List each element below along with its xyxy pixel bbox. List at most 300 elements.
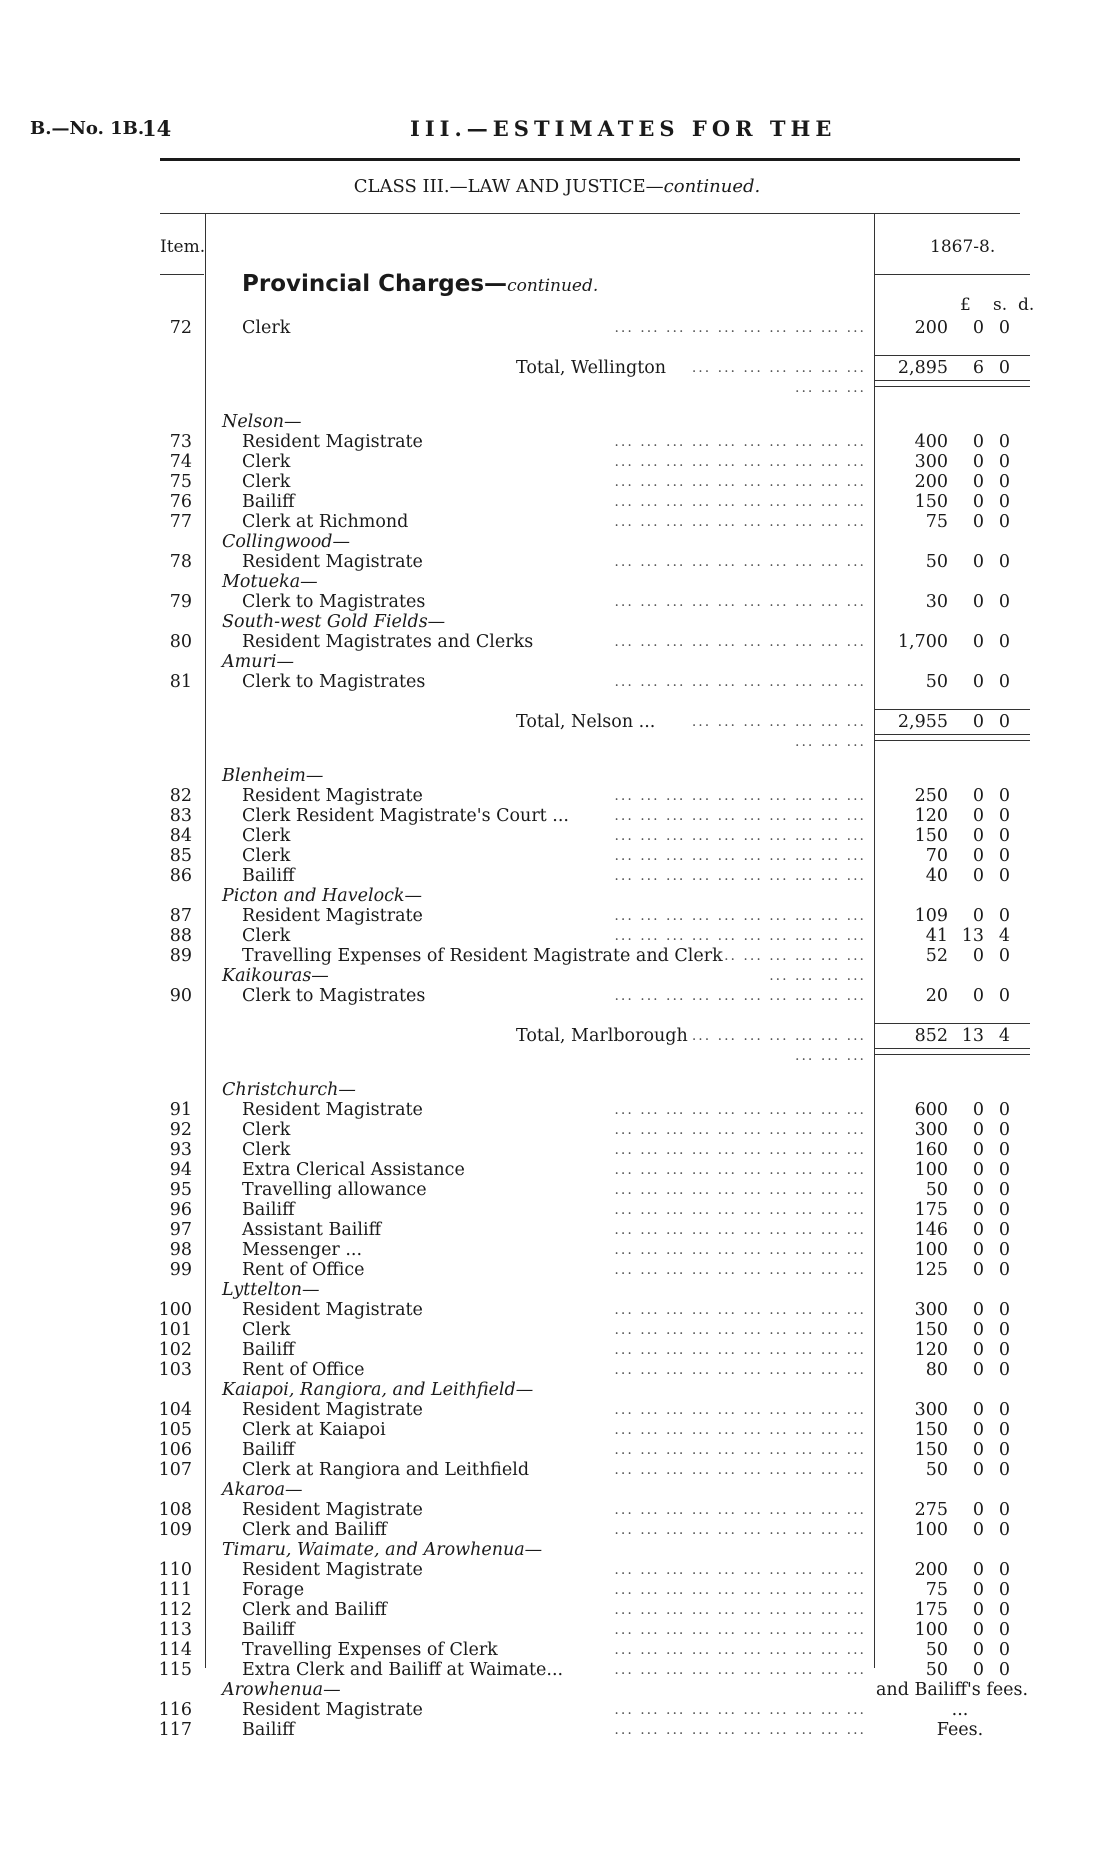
item-description: Clerk <box>242 826 291 846</box>
amount-pence: 4 <box>998 926 1010 946</box>
district-heading: Lyttelton— <box>222 1280 320 1300</box>
amount-pounds: 120 <box>914 1340 948 1360</box>
table-row <box>0 1320 1114 1340</box>
amount-pounds: 150 <box>914 1420 948 1440</box>
subheading-row <box>0 766 1114 786</box>
amount-shillings: 0 <box>972 1320 984 1340</box>
table-row <box>0 1720 1114 1740</box>
item-number: 99 <box>169 1260 192 1280</box>
item-description: Travelling Expenses of Resident Magistrate and Clerk <box>242 946 723 966</box>
amount-pounds: 250 <box>914 786 948 806</box>
amount-pence: 0 <box>998 1440 1010 1460</box>
total-double-rule <box>874 734 1030 741</box>
amount-pence: 0 <box>998 672 1010 692</box>
district-heading: Collingwood— <box>222 532 350 552</box>
item-description: Clerk and Bailiff <box>242 1600 387 1620</box>
item-description: Bailiff <box>242 1340 295 1360</box>
amount-pounds: 300 <box>914 1400 948 1420</box>
item-number: 114 <box>158 1640 192 1660</box>
amount-pounds: 150 <box>914 1440 948 1460</box>
item-description: Resident Magistrate <box>242 432 423 452</box>
table-row <box>0 1220 1114 1240</box>
subheading-row <box>0 1680 1114 1700</box>
leader-dots: ... ... ... ... ... ... ... ... ... ... <box>614 1442 866 1458</box>
amount-shillings: 0 <box>972 866 984 886</box>
amount-pence: 0 <box>998 1240 1010 1260</box>
amount-shillings: 0 <box>972 512 984 532</box>
leader-dots: ... ... ... ... ... ... ... ... ... ... <box>691 1028 866 1064</box>
item-number: 107 <box>158 1460 192 1480</box>
subheading-row <box>0 1280 1114 1300</box>
amount-pence: 0 <box>998 432 1010 452</box>
item-number: 85 <box>169 846 192 866</box>
leader-dots: ... ... ... ... ... ... ... ... ... ... <box>614 1602 866 1618</box>
table-row <box>0 1640 1114 1660</box>
table-row <box>0 1560 1114 1580</box>
amount-pence: 0 <box>998 1180 1010 1200</box>
leader-dots: ... ... ... ... ... ... ... ... ... ... <box>614 634 866 650</box>
amount-shillings: 0 <box>972 1220 984 1240</box>
amount-pounds: 300 <box>914 1120 948 1140</box>
amount-shillings: 0 <box>972 1180 984 1200</box>
amount-pence: 0 <box>998 1160 1010 1180</box>
leader-dots: ... ... ... ... ... ... ... ... ... ... <box>614 1242 866 1258</box>
amount-pence: 0 <box>998 1100 1010 1120</box>
district-heading: Picton and Havelock— <box>222 886 423 906</box>
amount-shillings: 0 <box>972 826 984 846</box>
table-row <box>0 786 1114 806</box>
leader-dots: ... ... ... ... ... ... ... ... ... ... <box>614 828 866 844</box>
amount-pounds: 50 <box>925 552 948 572</box>
amount-text: Fees. <box>936 1720 984 1740</box>
shilling-header: s. <box>993 295 1008 315</box>
subheading-row <box>0 1080 1114 1100</box>
item-description: Resident Magistrate <box>242 906 423 926</box>
item-number: 72 <box>169 318 192 338</box>
amount-shillings: 0 <box>972 1400 984 1420</box>
header-rule <box>160 158 1020 161</box>
item-number: 110 <box>158 1560 192 1580</box>
table-row <box>0 672 1114 692</box>
leader-dots: ... ... ... ... ... ... ... ... ... ... <box>614 454 866 470</box>
year-header-rule <box>874 274 1030 275</box>
item-description: Clerk to Magistrates <box>242 986 426 1006</box>
amount-pence: 0 <box>998 1460 1010 1480</box>
item-description: Resident Magistrate <box>242 1560 423 1580</box>
amount-pence: 0 <box>998 552 1010 572</box>
item-number: 117 <box>158 1720 192 1740</box>
table-row <box>0 1700 1114 1720</box>
leader-dots: ... ... ... ... ... ... ... ... ... ... <box>614 1302 866 1318</box>
table-row <box>0 986 1114 1006</box>
total-row <box>0 358 1114 396</box>
amount-pounds: 80 <box>925 1360 948 1380</box>
amount-pounds: 52 <box>925 946 948 966</box>
table-row <box>0 432 1114 452</box>
item-description: Resident Magistrate <box>242 1500 423 1520</box>
leader-dots: ... ... ... ... ... ... ... ... ... ... <box>614 1402 866 1418</box>
leader-dots: ... ... ... ... ... ... ... ... ... ... <box>614 1122 866 1138</box>
amount-shillings: 6 <box>972 358 984 378</box>
table-row <box>0 1500 1114 1520</box>
table-top-rule <box>160 213 1020 214</box>
amount-shillings: 0 <box>972 432 984 452</box>
page-title: III.—ESTIMATES FOR THE <box>410 116 837 141</box>
item-number: 109 <box>158 1520 192 1540</box>
table-row <box>0 1520 1114 1540</box>
item-number: 112 <box>158 1600 192 1620</box>
amount-shillings: 0 <box>972 452 984 472</box>
amount-shillings: 0 <box>972 552 984 572</box>
amount-shillings: 0 <box>972 1200 984 1220</box>
item-description: Resident Magistrate <box>242 552 423 572</box>
district-heading: Timaru, Waimate, and Arowhenua— <box>222 1540 543 1560</box>
leader-dots: ... ... ... ... ... ... ... ... ... ... <box>691 360 866 396</box>
item-description: Clerk at Richmond <box>242 512 409 532</box>
item-description: Resident Magistrate <box>242 1100 423 1120</box>
item-description: Clerk <box>242 926 291 946</box>
leader-dots: ... ... ... ... ... ... ... ... ... ... <box>614 788 866 804</box>
amount-pence: 0 <box>998 358 1010 378</box>
amount-shillings: 0 <box>972 1560 984 1580</box>
amount-shillings: 0 <box>972 1120 984 1140</box>
item-description: Travelling allowance <box>242 1180 427 1200</box>
amount-shillings: 0 <box>972 1660 984 1680</box>
item-number: 111 <box>158 1580 192 1600</box>
column-header-year: 1867-8. <box>930 237 996 257</box>
amount-pence: 0 <box>998 786 1010 806</box>
leader-dots: ... ... ... ... ... ... ... ... ... ... <box>614 1662 866 1678</box>
item-description: Clerk <box>242 452 291 472</box>
section-heading: Provincial Charges—continued. <box>242 271 599 297</box>
amount-shillings: 0 <box>972 1420 984 1440</box>
leader-dots: ... ... ... ... ... ... ... ... ... ... <box>614 1102 866 1118</box>
item-description: Bailiff <box>242 1620 295 1640</box>
item-number: 106 <box>158 1440 192 1460</box>
amount-shillings: 0 <box>972 1460 984 1480</box>
amount-pounds: 150 <box>914 1320 948 1340</box>
item-number: 81 <box>169 672 192 692</box>
subheading-row <box>0 1480 1114 1500</box>
item-description: Bailiff <box>242 492 295 512</box>
amount-shillings: 0 <box>972 712 984 732</box>
amount-shillings: 0 <box>972 1600 984 1620</box>
table-row <box>0 1100 1114 1120</box>
item-number: 108 <box>158 1500 192 1520</box>
amount-pounds: 100 <box>914 1620 948 1640</box>
item-description: Resident Magistrate <box>242 1700 423 1720</box>
table-row <box>0 1260 1114 1280</box>
table-row <box>0 1240 1114 1260</box>
leader-dots: ... ... ... ... ... ... ... ... ... ... <box>717 948 866 984</box>
item-description: Clerk at Kaiapoi <box>242 1420 386 1440</box>
amount-pounds: 175 <box>914 1600 948 1620</box>
leader-dots: ... ... ... ... ... ... ... ... ... ... <box>614 434 866 450</box>
amount-pence: 0 <box>998 1520 1010 1540</box>
amount-pence: 0 <box>998 1420 1010 1440</box>
item-description: Forage <box>242 1580 305 1600</box>
amount-pence: 0 <box>998 1300 1010 1320</box>
table-row <box>0 1160 1114 1180</box>
item-description: Total, Wellington <box>516 358 667 378</box>
amount-pence: 0 <box>998 472 1010 492</box>
amount-shillings: 0 <box>972 1240 984 1260</box>
item-number: 82 <box>169 786 192 806</box>
district-heading: Akaroa— <box>222 1480 303 1500</box>
item-description: Messenger ... <box>242 1240 363 1260</box>
amount-pence: 0 <box>998 1140 1010 1160</box>
item-description: Assistant Bailiff <box>242 1220 382 1240</box>
amount-pounds: 400 <box>914 432 948 452</box>
amount-pounds: 150 <box>914 492 948 512</box>
item-description: Clerk to Magistrates <box>242 672 426 692</box>
district-heading: Amuri— <box>222 652 294 672</box>
amount-pounds: 50 <box>925 1460 948 1480</box>
leader-dots: ... ... ... ... ... ... ... ... ... ... <box>614 988 866 1004</box>
item-number: 103 <box>158 1360 192 1380</box>
item-number: 113 <box>158 1620 192 1640</box>
item-number: 101 <box>158 1320 192 1340</box>
item-description: Travelling Expenses of Clerk <box>242 1640 498 1660</box>
table-row <box>0 472 1114 492</box>
subtotal-rule <box>874 709 1030 710</box>
district-heading: South-west Gold Fields— <box>222 612 446 632</box>
leader-dots: ... ... ... ... ... ... ... ... ... ... <box>614 1362 866 1378</box>
amount-shillings: 0 <box>972 1160 984 1180</box>
amount-pence: 0 <box>998 1120 1010 1140</box>
amount-shillings: 0 <box>972 906 984 926</box>
amount-shillings: 0 <box>972 492 984 512</box>
leader-dots: ... ... ... ... ... ... ... ... ... ... <box>614 1322 866 1338</box>
column-header-item: Item. <box>160 237 206 257</box>
amount-pence: 0 <box>998 1560 1010 1580</box>
leader-dots: ... ... ... ... ... ... ... ... ... ... <box>614 1582 866 1598</box>
item-number: 79 <box>169 592 192 612</box>
leader-dots: ... ... ... ... ... ... ... ... ... ... <box>614 1562 866 1578</box>
subheading-row <box>0 532 1114 552</box>
amount-shillings: 0 <box>972 632 984 652</box>
subheading-row <box>0 966 1114 986</box>
leader-dots: ... ... ... ... ... ... ... ... ... ... <box>614 320 866 336</box>
table-row <box>0 1400 1114 1420</box>
amount-pounds: 150 <box>914 826 948 846</box>
item-number: 75 <box>169 472 192 492</box>
amount-pence: 0 <box>998 946 1010 966</box>
leader-dots: ... ... ... ... ... ... ... ... ... ... <box>614 1422 866 1438</box>
item-description: Resident Magistrate <box>242 1300 423 1320</box>
amount-pounds: 50 <box>925 672 948 692</box>
amount-pence: 0 <box>998 906 1010 926</box>
amount-pounds: 109 <box>914 906 948 926</box>
amount-pence: 0 <box>998 452 1010 472</box>
amount-shillings: 0 <box>972 1260 984 1280</box>
amount-pounds: 100 <box>914 1520 948 1540</box>
item-number: 77 <box>169 512 192 532</box>
item-number: 116 <box>158 1700 192 1720</box>
amount-pounds: 125 <box>914 1260 948 1280</box>
amount-text: ... <box>951 1700 969 1720</box>
amount-pence: 0 <box>998 846 1010 866</box>
amount-shillings: 13 <box>961 926 984 946</box>
item-description: Extra Clerk and Bailiff at Waimate... <box>242 1660 564 1680</box>
amount-pounds: 30 <box>925 592 948 612</box>
subheading-row <box>0 652 1114 672</box>
amount-pounds: 275 <box>914 1500 948 1520</box>
table-row <box>0 1440 1114 1460</box>
amount-pounds: 160 <box>914 1140 948 1160</box>
table-row <box>0 452 1114 472</box>
amount-pounds: 50 <box>925 1660 948 1680</box>
item-description: Clerk <box>242 1320 291 1340</box>
item-description: Total, Nelson ... <box>516 712 656 732</box>
amount-pence: 0 <box>998 1320 1010 1340</box>
leader-dots: ... ... ... ... ... ... ... ... ... ... <box>614 1342 866 1358</box>
subheading-row <box>0 886 1114 906</box>
leader-dots: ... ... ... ... ... ... ... ... ... ... <box>614 1222 866 1238</box>
amount-pounds: 200 <box>914 318 948 338</box>
amount-note: and Bailiff's fees. <box>876 1680 1029 1700</box>
amount-shillings: 0 <box>972 986 984 1006</box>
leader-dots: ... ... ... ... ... ... ... ... ... ... <box>614 514 866 530</box>
table-row <box>0 1460 1114 1480</box>
item-description: Clerk <box>242 846 291 866</box>
item-number: 86 <box>169 866 192 886</box>
table-row <box>0 846 1114 866</box>
table-row <box>0 906 1114 926</box>
table-row <box>0 1300 1114 1320</box>
item-number: 87 <box>169 906 192 926</box>
pence-header: d. <box>1018 295 1035 315</box>
item-number: 100 <box>158 1300 192 1320</box>
amount-pence: 0 <box>998 592 1010 612</box>
amount-pounds: 200 <box>914 1560 948 1580</box>
amount-pence: 0 <box>998 1340 1010 1360</box>
amount-pounds: 20 <box>925 986 948 1006</box>
amount-pence: 0 <box>998 986 1010 1006</box>
item-number: 105 <box>158 1420 192 1440</box>
amount-pence: 4 <box>998 1026 1010 1046</box>
item-description: Bailiff <box>242 1720 295 1740</box>
amount-pence: 0 <box>998 712 1010 732</box>
leader-dots: ... ... ... ... ... ... ... ... ... ... <box>691 714 866 750</box>
leader-dots: ... ... ... ... ... ... ... ... ... ... <box>614 1702 866 1718</box>
amount-shillings: 0 <box>972 1440 984 1460</box>
item-number: 80 <box>169 632 192 652</box>
subtotal-rule <box>874 1023 1030 1024</box>
amount-pence: 0 <box>998 826 1010 846</box>
leader-dots: ... ... ... ... ... ... ... ... ... ... <box>614 928 866 944</box>
district-heading: Motueka— <box>222 572 318 592</box>
item-number: 88 <box>169 926 192 946</box>
amount-shillings: 0 <box>972 846 984 866</box>
item-number: 89 <box>169 946 192 966</box>
amount-shillings: 0 <box>972 1500 984 1520</box>
subheading-row <box>0 1380 1114 1400</box>
item-number: 102 <box>158 1340 192 1360</box>
leader-dots: ... ... ... ... ... ... ... ... ... ... <box>614 1522 866 1538</box>
table-row <box>0 1360 1114 1380</box>
item-description: Clerk <box>242 472 291 492</box>
table-row <box>0 1180 1114 1200</box>
amount-pence: 0 <box>998 492 1010 512</box>
item-description: Clerk <box>242 1120 291 1140</box>
total-row <box>0 1026 1114 1064</box>
amount-pounds: 175 <box>914 1200 948 1220</box>
leader-dots: ... ... ... ... ... ... ... ... ... ... <box>614 1622 866 1638</box>
table-row <box>0 1420 1114 1440</box>
item-description: Clerk <box>242 1140 291 1160</box>
total-row <box>0 712 1114 750</box>
item-number: 78 <box>169 552 192 572</box>
table-row <box>0 1660 1114 1680</box>
item-number: 96 <box>169 1200 192 1220</box>
amount-pounds: 75 <box>925 1580 948 1600</box>
amount-shillings: 13 <box>961 1026 984 1046</box>
item-description: Resident Magistrate <box>242 786 423 806</box>
leader-dots: ... ... ... ... ... ... ... ... ... ... <box>614 848 866 864</box>
amount-shillings: 0 <box>972 1520 984 1540</box>
leader-dots: ... ... ... ... ... ... ... ... ... ... <box>614 1502 866 1518</box>
amount-pounds: 300 <box>914 452 948 472</box>
district-heading: Kaikouras— <box>222 966 329 986</box>
table-row <box>0 492 1114 512</box>
subtotal-rule <box>874 355 1030 356</box>
district-heading: Blenheim— <box>222 766 324 786</box>
amount-pence: 0 <box>998 318 1010 338</box>
table-row <box>0 1200 1114 1220</box>
item-number: 98 <box>169 1240 192 1260</box>
amount-pence: 0 <box>998 632 1010 652</box>
leader-dots: ... ... ... ... ... ... ... ... ... ... <box>614 554 866 570</box>
table-row <box>0 1580 1114 1600</box>
item-description: Rent of Office <box>242 1360 365 1380</box>
amount-pence: 0 <box>998 866 1010 886</box>
item-number: 74 <box>169 452 192 472</box>
amount-shillings: 0 <box>972 672 984 692</box>
amount-shillings: 0 <box>972 318 984 338</box>
table-row <box>0 1620 1114 1640</box>
amount-shillings: 0 <box>972 786 984 806</box>
item-number: 76 <box>169 492 192 512</box>
amount-pounds: 75 <box>925 512 948 532</box>
item-description: Clerk Resident Magistrate's Court ... <box>242 806 569 826</box>
district-heading: Kaiapoi, Rangiora, and Leithfield— <box>222 1380 534 1400</box>
amount-pence: 0 <box>998 1400 1010 1420</box>
subheading-row <box>0 572 1114 592</box>
document-ref: B.—No. 1B. <box>30 118 145 139</box>
leader-dots: ... ... ... ... ... ... ... ... ... ... <box>614 1722 866 1738</box>
amount-pence: 0 <box>998 1660 1010 1680</box>
amount-pounds: 100 <box>914 1160 948 1180</box>
amount-pounds: 50 <box>925 1180 948 1200</box>
item-description: Bailiff <box>242 1200 295 1220</box>
amount-shillings: 0 <box>972 472 984 492</box>
amount-pounds: 120 <box>914 806 948 826</box>
amount-pence: 0 <box>998 1200 1010 1220</box>
class-heading: CLASS III.—LAW AND JUSTICE—continued. <box>353 176 761 197</box>
item-number: 97 <box>169 1220 192 1240</box>
table-row <box>0 926 1114 946</box>
amount-pounds: 200 <box>914 472 948 492</box>
amount-shillings: 0 <box>972 1620 984 1640</box>
item-description: Clerk <box>242 318 291 338</box>
leader-dots: ... ... ... ... ... ... ... ... ... ... <box>614 1262 866 1278</box>
table-row <box>0 826 1114 846</box>
amount-pounds: 300 <box>914 1300 948 1320</box>
amount-pounds: 50 <box>925 1640 948 1660</box>
item-description: Resident Magistrates and Clerks <box>242 632 534 652</box>
district-heading: Christchurch— <box>222 1080 356 1100</box>
